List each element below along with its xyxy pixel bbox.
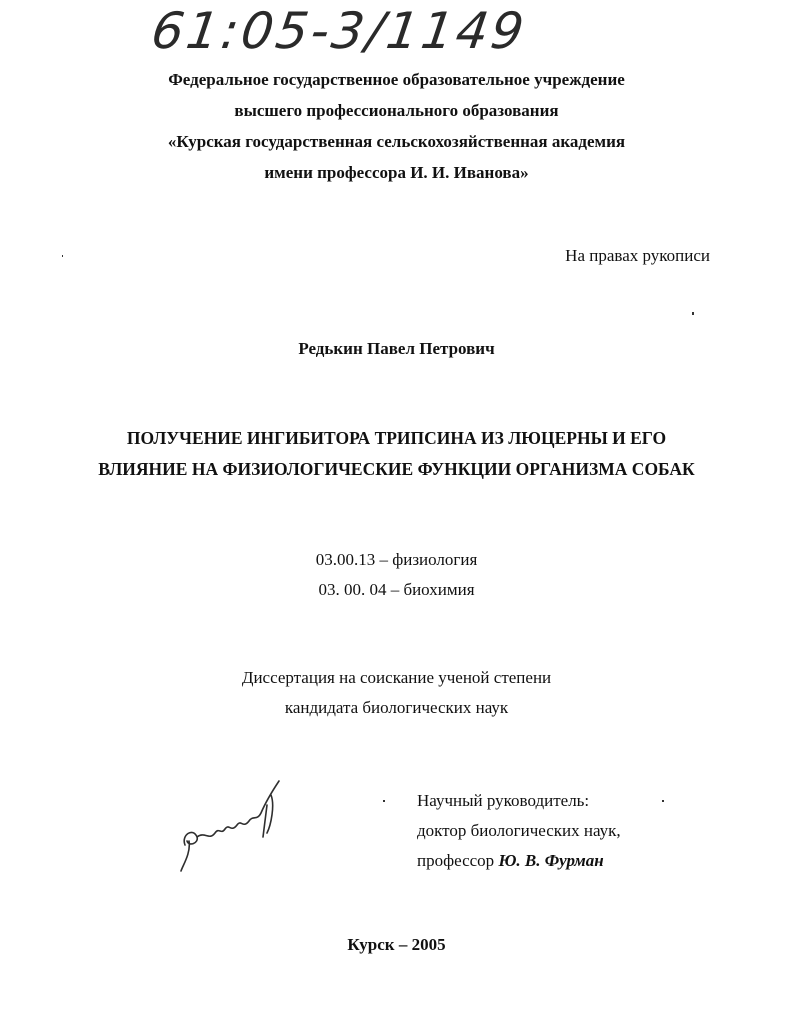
rights-note: На правах рукописи bbox=[565, 246, 710, 265]
title-line-2: ВЛИЯНИЕ НА ФИЗИОЛОГИЧЕСКИЕ ФУНКЦИИ ОРГАНИЗМА СОБАК bbox=[98, 459, 695, 479]
specialty-codes bbox=[0, 545, 793, 605]
scan-speck bbox=[383, 800, 385, 802]
supervisor-title: профессор bbox=[417, 851, 495, 870]
dissertation-title bbox=[0, 423, 793, 485]
degree-statement bbox=[0, 663, 793, 723]
supervisor-rank: доктор биологических наук, bbox=[417, 821, 621, 840]
scan-speck bbox=[662, 800, 664, 802]
supervisor-name: Ю. В. Фурман bbox=[498, 851, 604, 870]
institution-line-1: Федеральное государственное образовательное учреждение bbox=[168, 70, 625, 89]
institution-line-2: высшего профессионального образования bbox=[234, 101, 559, 120]
title-line-1: ПОЛУЧЕНИЕ ИНГИБИТОРА ТРИПСИНА ИЗ ЛЮЦЕРНЫ И ЕГО bbox=[126, 428, 667, 448]
scan-speck bbox=[62, 255, 63, 257]
author-name: Редькин Павел Петрович bbox=[298, 339, 495, 358]
institution-line-4: имени профессора И. И. Иванова» bbox=[264, 163, 529, 182]
supervisor-line bbox=[417, 846, 621, 876]
institution-block bbox=[0, 64, 793, 188]
degree-line-2: кандидата биологических наук bbox=[284, 698, 509, 717]
handwritten-catalog-code: 61:05-3/1149 bbox=[147, 2, 531, 60]
author-signature bbox=[175, 775, 290, 875]
city-year: Курск – 2005 bbox=[347, 935, 446, 954]
supervisor-label: Научный руководитель: bbox=[417, 791, 590, 810]
supervisor-block bbox=[417, 786, 621, 876]
degree-line-1: Диссертация на соискание ученой степени bbox=[241, 668, 552, 687]
specialty-physiology: 03.00.13 – физиология bbox=[315, 550, 478, 569]
institution-line-3: «Курская государственная сельскохозяйственная академия bbox=[167, 132, 626, 151]
scan-speck bbox=[692, 312, 694, 315]
specialty-biochemistry: 03. 00. 04 – биохимия bbox=[318, 580, 475, 599]
